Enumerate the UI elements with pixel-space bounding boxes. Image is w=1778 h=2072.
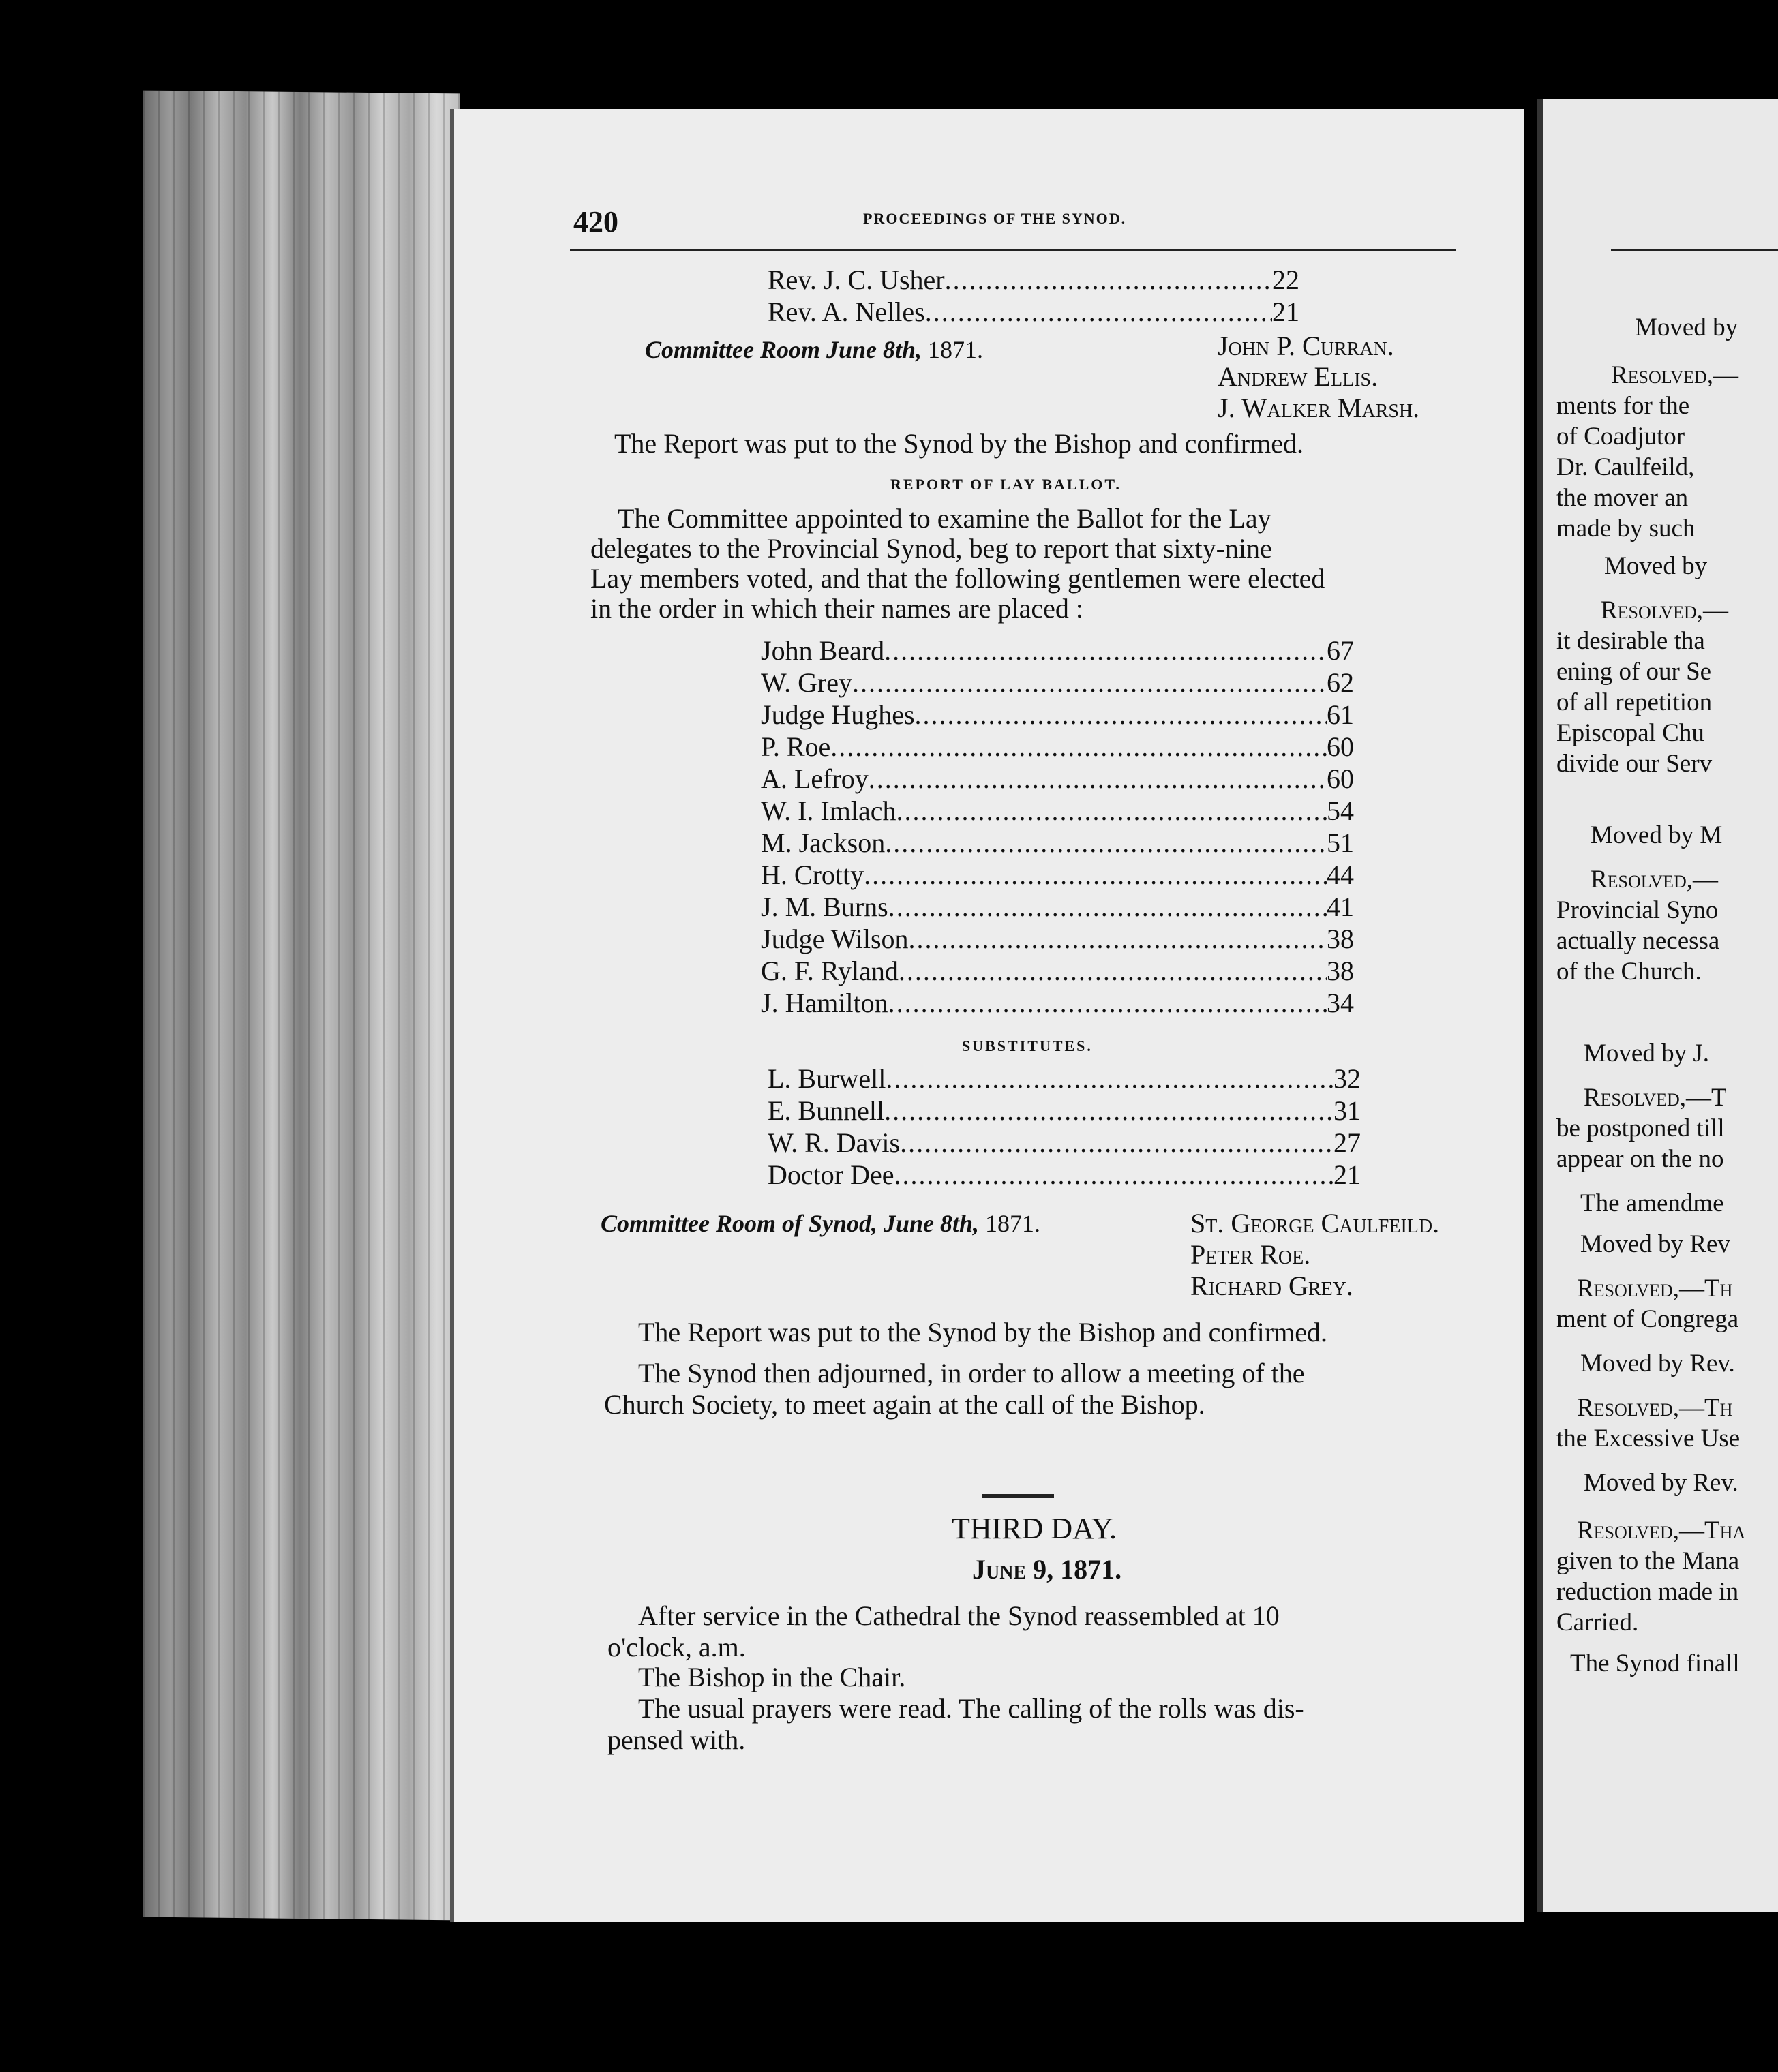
text-line: appear on the no [1556,1145,1724,1173]
committee-room-1: Committee Room June 8th, 1871. [645,336,984,363]
header-rule [1611,249,1778,251]
lay-ballot-heading: REPORT OF LAY BALLOT. [890,476,1121,493]
left-page [450,109,1524,1922]
vote-row: W. R. Davis ..... 27 [768,1127,1361,1159]
text-line: of the Church. [1556,958,1702,986]
text-line: Dr. Caulfeild, [1556,453,1695,481]
text-line: made by such [1556,515,1696,543]
vote-row: Rev. J. C. Usher ..... 22 [768,264,1299,296]
signer: Peter Roe. [1190,1239,1311,1270]
text-line: given to the Mana [1556,1547,1740,1575]
text-line: Resolved,— [1611,361,1738,389]
text-line: Moved by Rev. [1584,1469,1738,1497]
text-line: the mover an [1556,484,1689,512]
text-line: ments for the [1556,392,1690,420]
third-day-title: THIRD DAY. [952,1512,1117,1545]
signer: J. Walker Marsh. [1218,393,1420,423]
text-line: Provincial Syno [1556,896,1719,924]
text-line: it desirable tha [1556,627,1705,655]
third-day-line: After service in the Cathedral the Synod reassembled at 10 [638,1600,1280,1631]
vote-row: John Beard ..... 67 [761,635,1354,667]
text-line: Carried. [1556,1609,1639,1636]
text-line: Resolved,— [1591,866,1718,894]
text-line: the Excessive Use [1556,1424,1741,1452]
text-line: Moved by [1604,552,1708,580]
vote-row: W. I. Imlach ..... 54 [761,795,1354,827]
header-rule [570,249,1456,251]
confirm-line: The Report was put to the Synod by the Bishop and confirmed. [614,428,1304,459]
vote-row: E. Bunnell ..... 31 [768,1095,1361,1127]
third-day-line: The usual prayers were read. The calling of the rolls was dis- [638,1693,1304,1724]
page-number: 420 [573,205,618,239]
vote-row: Doctor Dee ..... 21 [768,1159,1361,1191]
text-line: Moved by Rev [1580,1230,1730,1258]
substitutes-heading: SUBSTITUTES. [962,1037,1093,1054]
text-line: Resolved,—Th [1577,1275,1733,1302]
text-line: of all repetition [1556,688,1713,716]
adjourn-line: Church Society, to meet again at the call of the Bishop. [604,1389,1205,1420]
lay-para-line: Lay members voted, and that the following gentlemen were elected [590,563,1325,594]
vote-row: L. Burwell ..... 32 [768,1063,1361,1095]
signer: Andrew Ellis. [1218,361,1378,392]
vote-row: M. Jackson ..... 51 [761,827,1354,859]
vote-row: P. Roe ..... 60 [761,731,1354,763]
vote-row: J. M. Burns ..... 41 [761,892,1354,923]
third-day-line: pensed with. [607,1724,746,1755]
third-day-line: o'clock, a.m. [607,1632,746,1662]
adjourn-line: The Synod then adjourned, in order to allow a meeting of the [638,1358,1305,1388]
text-line: divide our Serv [1556,750,1713,778]
text-line: ment of Congrega [1556,1305,1739,1333]
text-line: of Coadjutor [1556,423,1685,451]
vote-row: W. Grey ..... 62 [761,667,1354,699]
signer: St. George Caulfeild. [1190,1208,1440,1238]
text-line: Moved by [1635,314,1738,341]
text-line: be postponed till [1556,1114,1725,1142]
committee-room-2: Committee Room of Synod, June 8th, 1871. [601,1210,1041,1237]
text-line: The Synod finall [1570,1649,1740,1677]
lay-para-line: The Committee appointed to examine the Ballot for the Lay [618,503,1271,534]
vote-row: Judge Wilson ..... 38 [761,924,1354,955]
text-line: Moved by J. [1584,1039,1709,1067]
vote-row: J. Hamilton ..... 34 [761,988,1354,1019]
text-line: Resolved,—T [1584,1084,1727,1112]
text-line: reduction made in [1556,1578,1739,1606]
text-line: ening of our Se [1556,658,1712,686]
vote-row: Judge Hughes ..... 61 [761,699,1354,731]
third-day-line: The Bishop in the Chair. [638,1662,906,1692]
third-day-date: June 9, 1871. [972,1554,1122,1585]
lay-para-line: in the order in which their names are placed : [590,593,1084,624]
text-line: The amendme [1580,1189,1724,1217]
signer: John P. Curran. [1218,331,1394,361]
text-line: Resolved,—Tha [1577,1517,1746,1544]
text-line: Resolved,— [1601,596,1728,624]
vote-row: Rev. A. Nelles ..... 21 [768,296,1299,328]
vote-row: A. Lefroy ..... 60 [761,763,1354,795]
text-line: Resolved,—Th [1577,1394,1733,1422]
lay-para-line: delegates to the Provincial Synod, beg to report that sixty-nine [590,533,1272,564]
running-title: PROCEEDINGS OF THE SYNOD. [863,210,1127,227]
vote-row: G. F. Ryland ..... 38 [761,956,1354,987]
text-line: Episcopal Chu [1556,719,1704,747]
text-line: Moved by M [1591,821,1723,849]
right-page [1537,99,1778,1912]
confirm-line: The Report was put to the Synod by the Bishop and confirmed. [638,1317,1327,1347]
section-rule [982,1494,1054,1498]
text-line: Moved by Rev. [1580,1350,1735,1377]
book-page-edges [143,91,460,1921]
signer: Richard Grey. [1190,1270,1353,1301]
vote-row: H. Crotty ..... 44 [761,859,1354,891]
text-line: actually necessa [1556,927,1720,955]
